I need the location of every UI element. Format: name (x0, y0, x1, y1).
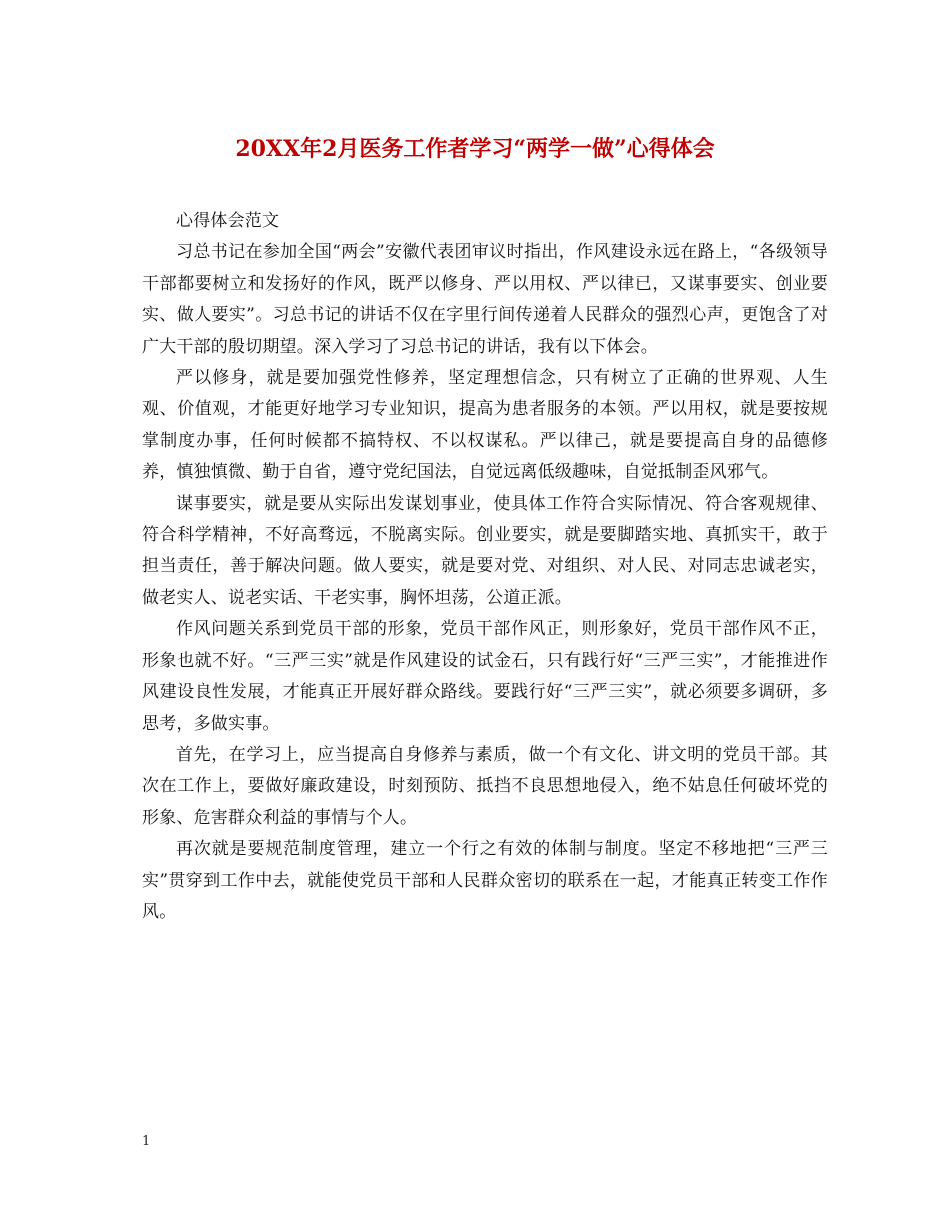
paragraph: 习总书记在参加全国“两会”安徽代表团审议时指出，作风建设永远在路上，“各级领导干部都要树立和发扬好的作风，既严以修身、严以用权、严以律已，又谋事要实、创业要实、做人要实”。习总书记的讲话不仅在字里行间传递着人民群众的强烈心声，更饱含了对广大干部的殷切期望。深入学习了习总书记的讲话，我有以下体会。 (142, 242, 828, 357)
page-number: 1 (142, 1134, 151, 1149)
paragraph: 再次就是要规范制度管理，建立一个行之有效的体制与制度。坚定不移地把“三严三实”贯穿到工作中去，就能使党员干部和人民群众密切的联系在一起，才能真正转变工作作风。 (142, 839, 828, 922)
paragraph: 严以修身，就是要加强党性修养，坚定理想信念，只有树立了正确的世界观、人生观、价值观，才能更好地学习专业知识，提高为患者服务的本领。严以用权，就是要按规掌制度办事，任何时候都不搞特权、不以权谋私。严以律己，就是要提高自身的品德修养，慎独慎微、勤于自省，遵守党纪国法，自觉远离低级趣味，自觉抵制歪风邪气。 (142, 368, 828, 483)
document-body (142, 206, 828, 928)
paragraph: 谋事要实，就是要从实际出发谋划事业，使具体工作符合实际情况、符合客观规律、符合科学精神，不好高骛远，不脱离实际。创业要实，就是要脚踏实地、真抓实干，敢于担当责任，善于解决问题。做人要实，就是要对党、对组织、对人民、对同志忠诚老实，做老实人、说老实话、干老实事，胸怀坦荡，公道正派。 (142, 493, 828, 608)
document-title: 20XX年2月医务工作者学习“两学一做”心得体会 (235, 136, 715, 162)
paragraph: 作风问题关系到党员干部的形象，党员干部作风正，则形象好，党员干部作风不正，形象也就不好。“三严三实”就是作风建设的试金石，只有践行好“三严三实”，才能推进作风建设良性发展，才能真正开展好群众路线。要践行好“三严三实”，就必须要多调研，多思考，多做实事。 (142, 619, 828, 734)
paragraph: 首先，在学习上，应当提高自身修养与素质，做一个有文化、讲文明的党员干部。其次在工作上，要做好廉政建设，时刻预防、抵挡不良思想地侵入，绝不姑息任何破坏党的形象、危害群众利益的事情与个人。 (142, 744, 828, 828)
paragraph-heading: 心得体会范文 (176, 211, 280, 231)
